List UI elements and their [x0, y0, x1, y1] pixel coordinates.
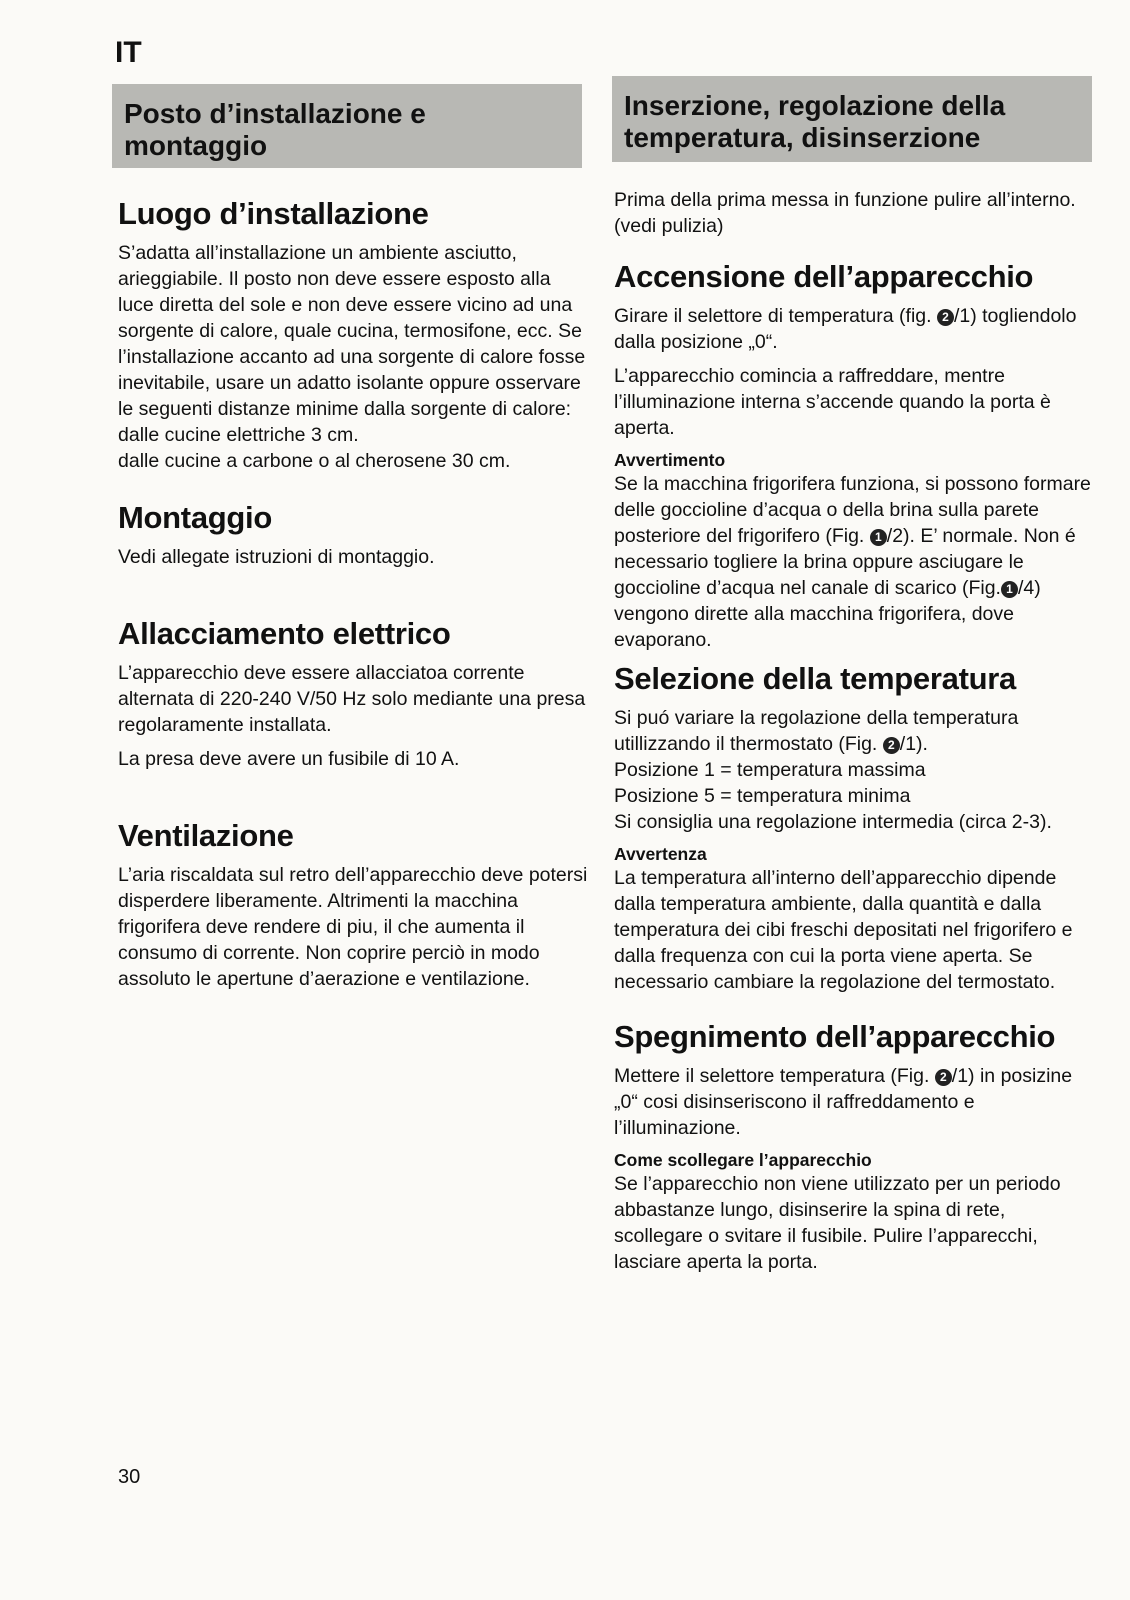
paragraph-text: /1) togliendolo dalla posizione „0“.	[614, 305, 1077, 353]
section-banner-installation	[112, 84, 582, 168]
paragraph-text: Girare il selettore di temperatura (fig.	[614, 305, 937, 327]
left-column	[118, 196, 588, 1000]
paragraph	[614, 1063, 1094, 1141]
paragraph: La presa deve avere un fusibile di 10 A.	[118, 748, 460, 770]
paragraph: L’aria riscaldata sul retro dell’apparecchio deve potersi disperdere liberamente. Altrimenti la macchina frigorifera deve rendere di piu, il che aumenta il consumo di corrente. Non coprire perciò in modo assoluto le apertune d’aerazione e ventilazione.	[118, 864, 588, 990]
paragraph-text: Se la macchina frigorifera funziona, si possono formare delle goccioline d’acqua o della brina sulla parete posteriore del frigorifero (Fig.	[614, 473, 1091, 547]
page-number: 30	[118, 1466, 141, 1488]
heading-ventilazione: Ventilazione	[118, 818, 294, 853]
paragraph	[614, 705, 1094, 835]
heading-accensione: Accensione dell’apparecchio	[614, 259, 1034, 294]
paragraph-text: S’adatta all’installazione un ambiente asciutto, arieggiabile. Il posto non deve essere esposto alla luce diretta del sole e non deve essere vicino ad una sorgente di calore, quale cucina, termosifone, ecc. Se l’installazione accanto ad una sorgente di calore fosse inevitabile, usare un adatto isolante oppure osservare le seguenti distanze minime dalla sorgente di calore:	[118, 242, 586, 420]
position-line: Posizione 5 = temperatura minima	[614, 785, 911, 807]
language-label: IT	[115, 36, 142, 69]
banner-title: Inserzione, regolazione della temperatura, disinserzione	[624, 90, 1006, 153]
heading-spegnimento: Spegnimento dell’apparecchio	[614, 1019, 1056, 1054]
paragraph	[614, 303, 1094, 355]
figure-number-icon: 1	[870, 529, 887, 546]
paragraph: Vedi allegate istruzioni di montaggio.	[118, 546, 435, 568]
paragraph: Se l’apparecchio non viene utilizzato per un periodo abbastanze lungo, disinserire la spina di rete, scollegare o svitare il fusibile. Pulire l’apparecchi, lasciare aperta la porta.	[614, 1173, 1061, 1273]
figure-number-icon: 2	[883, 737, 900, 754]
position-line: Posizione 1 = temperatura massima	[614, 759, 926, 781]
figure-number-icon: 2	[935, 1069, 952, 1086]
paragraph-text: (vedi pulizia)	[614, 215, 724, 237]
paragraph-text: Mettere il selettore temperatura (Fig.	[614, 1065, 935, 1087]
banner-title: Posto d’installazione e montaggio	[124, 98, 426, 161]
paragraph	[614, 471, 1094, 653]
paragraph-text: Prima della prima messa in funzione pulire all’interno.	[614, 189, 1076, 211]
paragraph: L’apparecchio comincia a raffreddare, mentre l’illuminazione interna s’accende quando la porta è aperta.	[614, 365, 1051, 439]
heading-allacciamento: Allacciamento elettrico	[118, 616, 451, 651]
heading-selezione: Selezione della temperatura	[614, 661, 1016, 696]
figure-number-icon: 2	[937, 309, 954, 326]
paragraph-text: Si consiglia una regolazione intermedia (circa 2-3).	[614, 811, 1052, 833]
distance-line: dalle cucine a carbone o al cherosene 30 cm.	[118, 450, 511, 472]
subheading: Avvertenza	[614, 844, 707, 864]
distance-line: dalle cucine elettriche 3 cm.	[118, 424, 359, 446]
section-banner-operation	[612, 76, 1092, 162]
paragraph-text: /4) vengono dirette alla macchina frigorifera, dove evaporano.	[614, 577, 1041, 651]
subheading: Avvertimento	[614, 450, 726, 470]
paragraph-text: /2). E’ normale. Non é necessario togliere la brina oppure asciugare le goccioline d’acqua nel canale di scarico (Fig.	[614, 525, 1076, 599]
right-column	[614, 187, 1094, 1283]
heading-montaggio: Montaggio	[118, 500, 272, 535]
paragraph	[118, 240, 588, 474]
paragraph: La temperatura all’interno dell’apparecchio dipende dalla temperatura ambiente, dalla quantità e dalla temperatura dei cibi freschi depositati nel frigorifero e dalla frequenza con cui la porta viene aperta. Se necessario cambiare la regolazione del termostato.	[614, 867, 1073, 993]
paragraph	[614, 187, 1094, 239]
figure-number-icon: 1	[1001, 581, 1018, 598]
paragraph-text: /1).	[899, 733, 928, 755]
paragraph: L’apparecchio deve essere allacciatoa corrente alternata di 220-240 V/50 Hz solo mediante una presa regolaramente installata.	[118, 662, 586, 736]
paragraph-text: Si puó variare la regolazione della temperatura utillizzando il thermostato (Fig.	[614, 707, 1019, 755]
subheading: Come scollegare l’apparecchio	[614, 1150, 872, 1170]
heading-luogo: Luogo d’installazione	[118, 196, 429, 231]
paragraph-text: /1) in posizine „0“ cosi disinseriscono il raffreddamento e l’illuminazione.	[614, 1065, 1073, 1139]
